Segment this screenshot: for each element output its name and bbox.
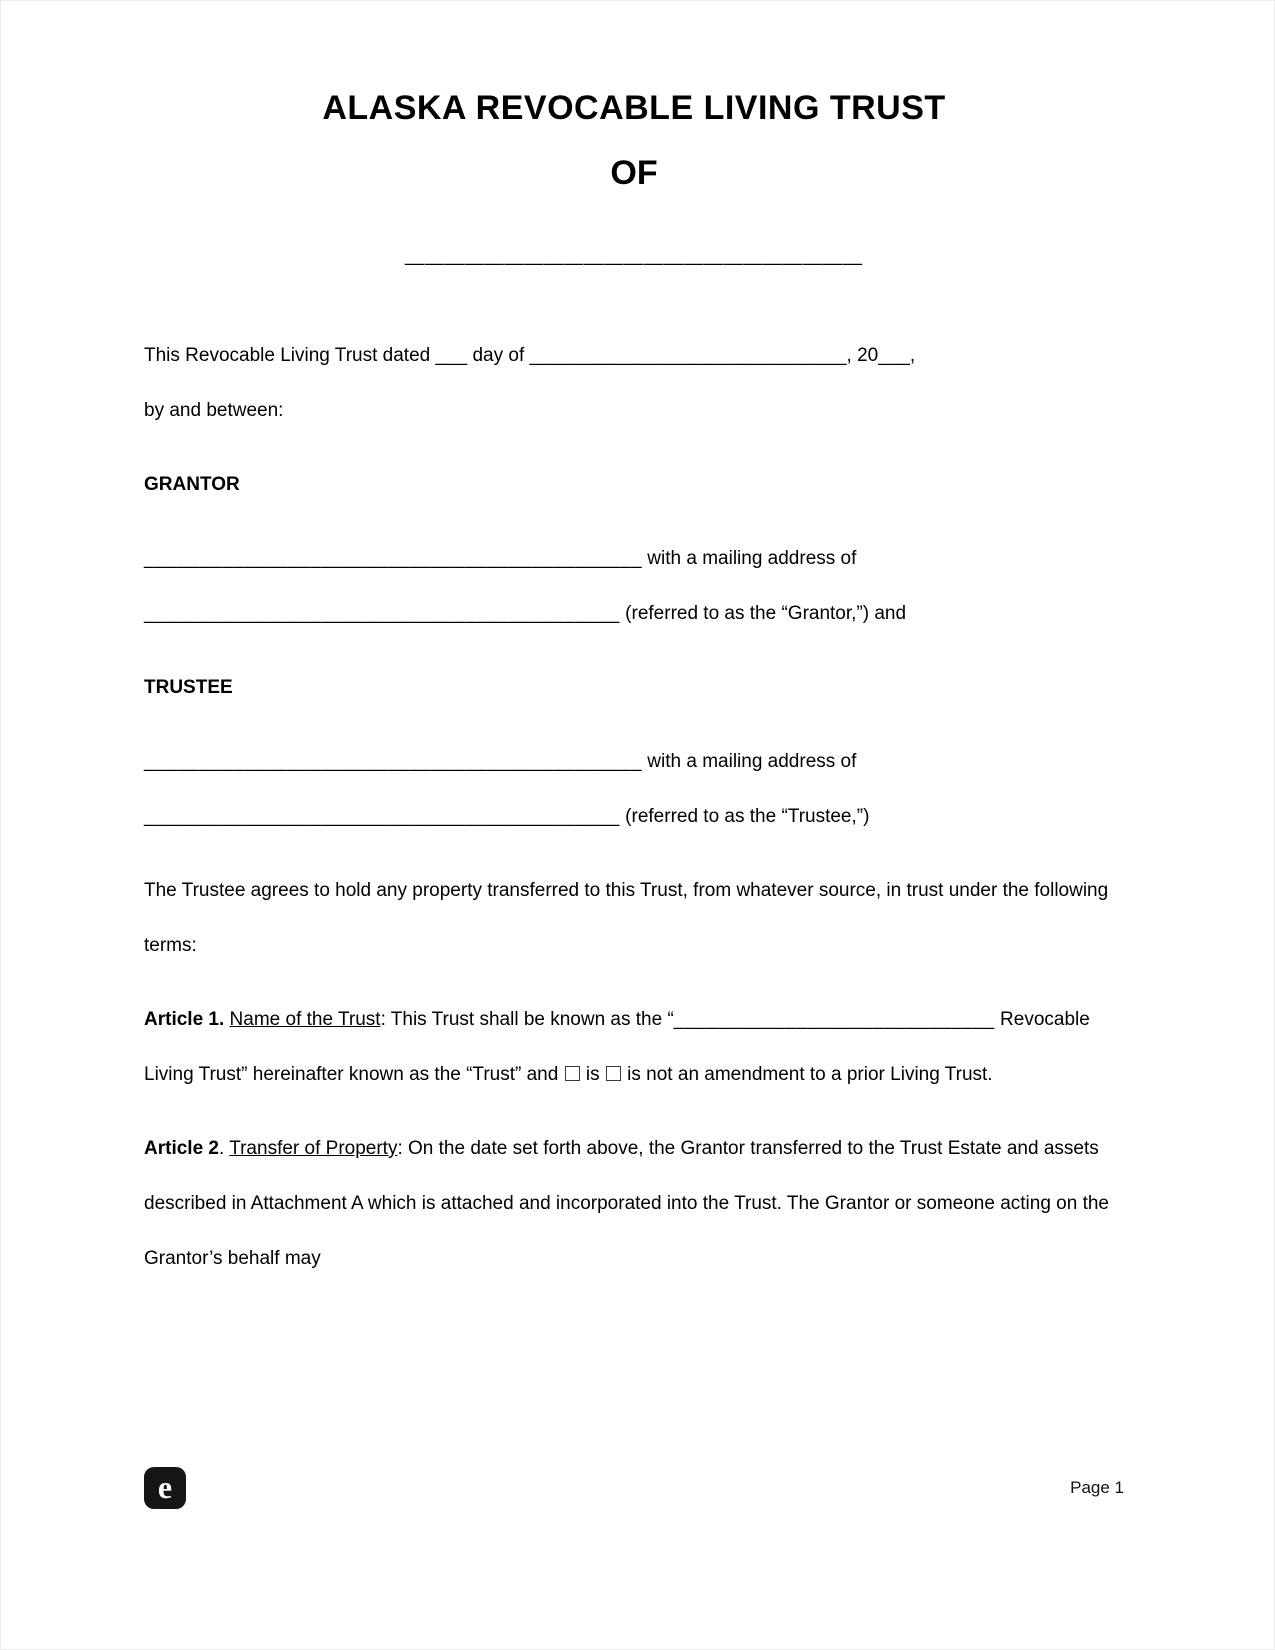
trustee-name-blank: _____________________________________________ [144, 751, 643, 772]
document-content [1, 1, 1274, 1286]
article1-text2: Revocable Living Trust” hereinafter known as the “Trust” and [144, 1009, 1090, 1085]
article2-paragraph [144, 1121, 1124, 1286]
is-not-amendment-checkbox-label: is not [621, 1064, 673, 1085]
article2-body: : On the date set forth above, the Grantor transferred to the Trust Estate and assets described in Attachment A which is attached and incorporated into the Trust. The Grantor or someone acting on the Grantor’s behalf may [144, 1138, 1110, 1269]
document-body [144, 328, 1124, 1286]
trustee-paragraph [144, 734, 1124, 844]
article1-text1: : This Trust shall be known as the “ [380, 1009, 674, 1030]
document-title-of: OF [610, 154, 658, 192]
is-amendment-checkbox-icon [565, 1066, 580, 1081]
grantor-address-blank: ___________________________________________ [144, 603, 620, 624]
grantor-paragraph [144, 531, 1124, 641]
is-amendment-checkbox-label: is [580, 1064, 605, 1085]
article2-separator: . [218, 1138, 230, 1159]
grantor-line1-text: with a mailing address of [642, 548, 857, 569]
intro-line1: This Revocable Living Trust dated ___ day of ______________________________, 20___, [144, 345, 916, 366]
is-not-amendment-checkbox-icon [606, 1066, 621, 1081]
grantor-line2-text: (referred to as the “Grantor,”) and [619, 603, 907, 624]
article1-paragraph [144, 992, 1124, 1102]
intro-paragraph [144, 328, 1124, 438]
article2-heading: Transfer of Property [229, 1138, 398, 1159]
eforms-logo [144, 1467, 186, 1509]
article2-label: Article 2 [144, 1138, 219, 1159]
article1-text3: an amendment to a prior Living Trust. [672, 1064, 993, 1085]
article1-trust-name-blank: _____________________________ [673, 1009, 995, 1030]
trust-name-blank-line: _______________________ [405, 231, 863, 269]
article1-heading: Name of the Trust [229, 1009, 381, 1030]
trustee-line1-text: with a mailing address of [642, 751, 857, 772]
article1-label: Article 1. [144, 1009, 230, 1030]
grantor-heading: GRANTOR [144, 474, 240, 495]
page-footer [144, 1467, 1124, 1509]
title-block [144, 89, 1124, 270]
trustee-heading: TRUSTEE [144, 677, 233, 698]
trustee-address-blank: ___________________________________________ [144, 806, 620, 827]
terms-paragraph: The Trustee agrees to hold any property transferred to this Trust, from whatever source, in trust under the following terms: [144, 880, 1109, 956]
intro-line2: by and between: [144, 400, 284, 421]
document-title: ALASKA REVOCABLE LIVING TRUST [322, 89, 946, 127]
page-number: Page 1 [1070, 1478, 1124, 1497]
eforms-logo-letter: e [157, 1469, 173, 1505]
grantor-name-blank: _____________________________________________ [144, 548, 643, 569]
trustee-line2-text: (referred to as the “Trustee,”) [619, 806, 870, 827]
